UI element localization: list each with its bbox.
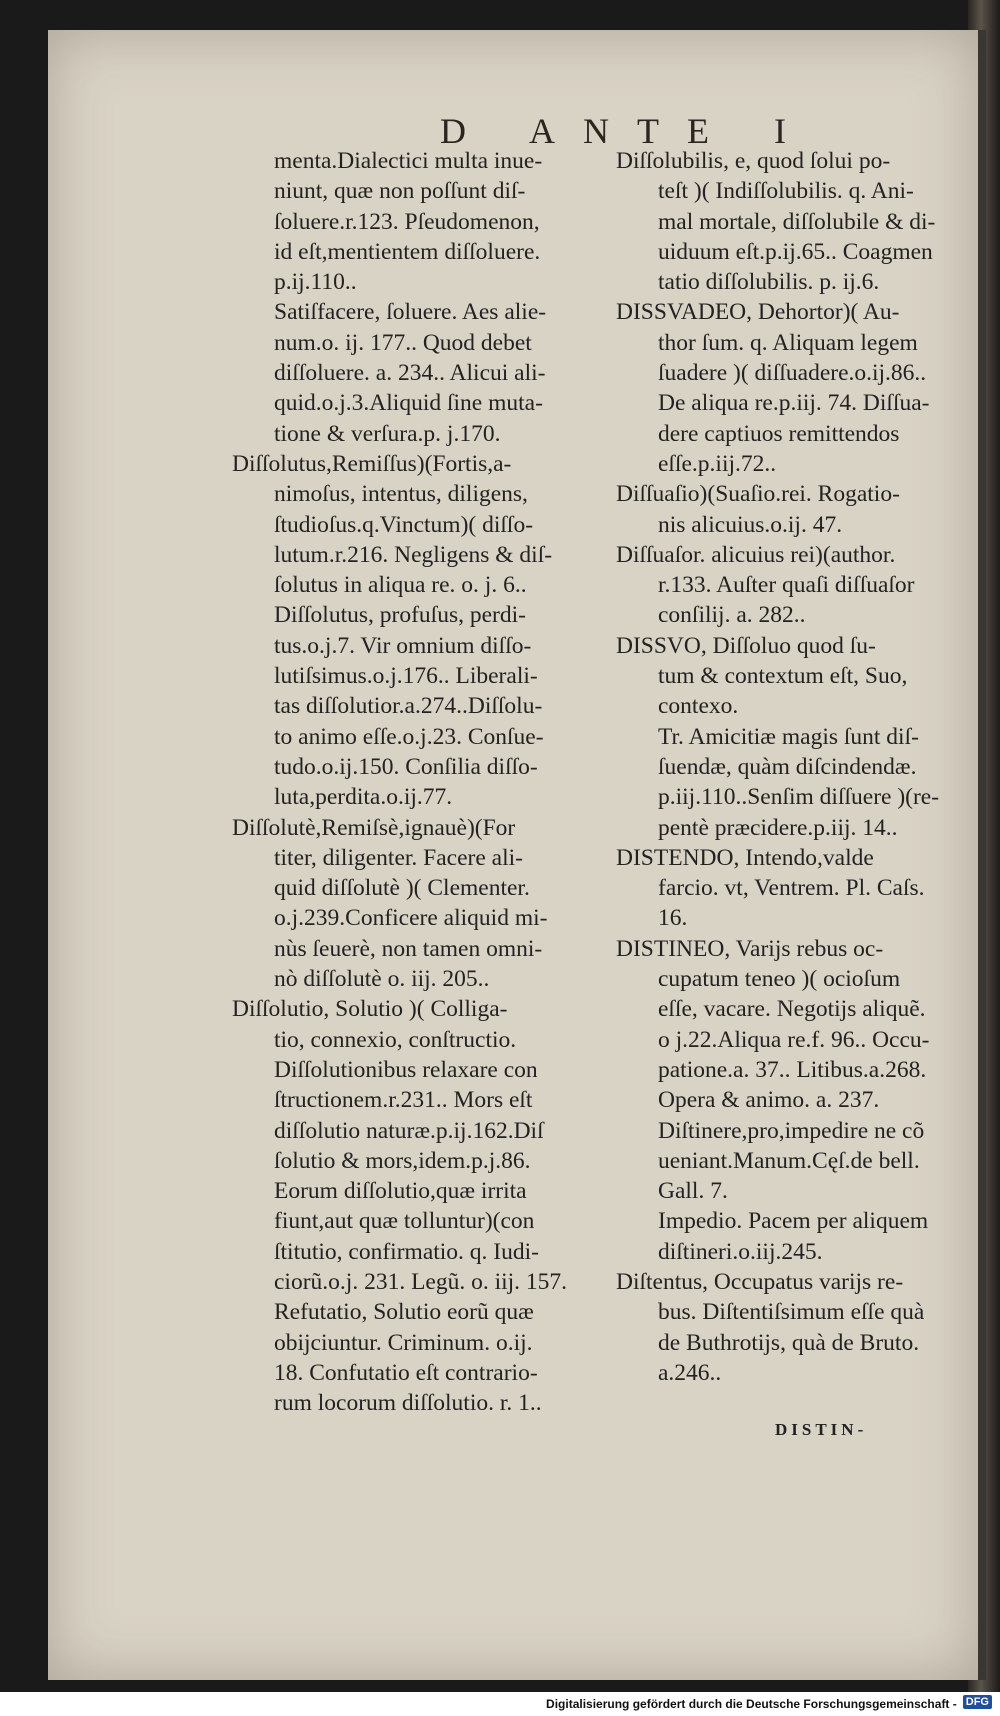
text-line: diſtineri.o.iij.245. <box>658 1238 823 1265</box>
digitization-footer <box>0 1692 1000 1716</box>
text-line: a.246.. <box>658 1359 722 1386</box>
text-line: titer, diligenter. Facere ali- <box>274 844 523 871</box>
text-line: luta,perdita.o.ij.77. <box>274 784 453 811</box>
text-line: pentè præcidere.p.iij. 14.. <box>658 814 898 841</box>
text-line: Diſtinere,pro,impedire ne cõ <box>658 1117 925 1144</box>
text-line: farcio. vt, Ventrem. Pl. Caſs. <box>658 875 925 902</box>
text-line: lutum.r.216. Negligens & diſ- <box>274 541 553 568</box>
text-line: thor ſum. q. Aliquam legem <box>658 329 918 356</box>
text-line: contexo. <box>658 693 739 720</box>
text-line: De aliqua re.p.iij. 74. Diſſua- <box>658 390 930 417</box>
text-line: ſuendæ, quàm diſcindendæ. <box>658 753 917 780</box>
text-line: obijciuntur. Criminum. o.ij. <box>274 1329 533 1356</box>
text-line: tio, connexio, conſtructio. <box>274 1026 517 1053</box>
text-line: tum & contextum eſt, Suo, <box>658 663 908 690</box>
text-line: tatio diſſolubilis. p. ij.6. <box>658 269 880 296</box>
text-line: Gall. 7. <box>658 1178 728 1205</box>
text-line: num.o. ij. 177.. Quod debet <box>274 329 532 356</box>
text-line: DISTENDO, Intendo,valde <box>616 844 874 871</box>
text-line: patione.a. 37.. Litibus.a.268. <box>658 1056 927 1083</box>
text-line: tas diſſolutior.a.274..Diſſolu- <box>274 693 543 720</box>
right-column <box>616 146 976 1388</box>
text-line: conſilij. a. 282.. <box>658 602 806 629</box>
text-line: Diſſuaſor. alicuius rei)(author. <box>616 541 896 568</box>
text-line: DISSVO, Diſſoluo quod ſu- <box>616 632 876 659</box>
footer-text: Digitalisierung gefördert durch die Deutsche Forschungsgemeinschaft - <box>546 1697 957 1711</box>
text-line: ſuadere )( diſſuadere.o.ij.86.. <box>658 360 927 387</box>
text-line: p.iij.110..Senſim diſſuere )(re- <box>658 784 940 811</box>
text-line: niunt, quæ non poſſunt diſ- <box>274 178 526 205</box>
text-line: Diſſolutionibus relaxare con <box>274 1056 538 1083</box>
text-line: de Buthrotijs, quà de Bruto. <box>658 1329 920 1356</box>
text-line: Diſſolutus, profuſus, perdi- <box>274 602 526 629</box>
running-head: D ANTE I <box>440 111 814 151</box>
text-line: Refutatio, Solutio eorũ quæ <box>274 1299 534 1326</box>
text-line: bus. Diſtentiſsimum eſſe quà <box>658 1299 925 1326</box>
text-line: quid diſſolutè )( Clementer. <box>274 875 530 902</box>
text-line: ſtudioſus.q.Vinctum)( diſſo- <box>274 511 534 538</box>
text-line: nis alicuius.o.ij. 47. <box>658 511 843 538</box>
text-line: Diſſolutio, Solutio )( Colliga- <box>232 996 508 1023</box>
text-line: Diſſuaſio)(Suaſio.rei. Rogatio- <box>616 481 900 508</box>
text-line: ſoluere.r.123. Pſeudomenon, <box>274 208 540 235</box>
text-line: menta.Dialectici multa inue- <box>274 148 543 174</box>
text-line: p.ij.110.. <box>274 269 357 296</box>
text-line: eſſe, vacare. Negotijs aliquẽ. <box>658 996 926 1023</box>
text-line: nò diſſolutè o. iij. 205.. <box>274 966 490 993</box>
text-line: ſolutio & mors,idem.p.j.86. <box>274 1147 531 1174</box>
text-line: Impedio. Pacem per aliquem <box>658 1208 929 1235</box>
text-line: quid.o.j.3.Aliquid ſine muta- <box>274 390 543 417</box>
text-line: Tr. Amicitiæ magis ſunt diſ- <box>658 723 919 750</box>
text-line: Diſſolutè,Remiſsè,ignauè)(For <box>232 814 516 841</box>
text-line: ſtructionem.r.231.. Mors eſt <box>274 1087 533 1114</box>
text-line: tione & verſura.p. j.170. <box>274 420 501 447</box>
text-line: DISTINEO, Varijs rebus oc- <box>616 935 884 962</box>
text-line: dere captiuos remittendos <box>658 420 900 447</box>
text-line: ueniant.Manum.Cęſ.de bell. <box>658 1147 920 1174</box>
text-line: Opera & animo. a. 237. <box>658 1087 880 1114</box>
text-line: diſſoluere. a. 234.. Alicui ali- <box>274 360 546 387</box>
text-line: mal mortale, diſſolubile & di- <box>658 208 936 235</box>
text-line: to animo eſſe.o.j.23. Conſue- <box>274 723 544 750</box>
text-line: cupatum teneo )( ocioſum <box>658 966 901 993</box>
text-line: o.j.239.Conficere aliquid mi- <box>274 905 548 932</box>
text-line: fiunt,aut quæ tolluntur)(con <box>274 1208 535 1235</box>
text-line: Satiſfacere, ſoluere. Aes alie- <box>274 299 547 326</box>
text-line: nimoſus, intentus, diligens, <box>274 481 528 508</box>
dfg-logo: DFG <box>963 1695 992 1709</box>
text-line: Eorum diſſolutio,quæ irrita <box>274 1178 527 1205</box>
text-line: id eſt,mentientem diſſoluere. <box>274 238 541 265</box>
text-line: uiduum eſt.p.ij.65.. Coagmen <box>658 238 933 265</box>
left-column <box>232 146 604 1418</box>
text-line: r.133. Auſter quaſi diſſuaſor <box>658 572 915 599</box>
text-line: ciorũ.o.j. 231. Legũ. o. iij. 157. <box>274 1268 568 1295</box>
text-line: Diſſolutus,Remiſſus)(Fortis,a- <box>232 450 512 477</box>
text-line: 16. <box>658 905 688 932</box>
text-line: teſt )( Indiſſolubilis. q. Ani- <box>658 178 914 205</box>
text-line: Diſſolubilis, e, quod ſolui po- <box>616 148 891 174</box>
text-line: eſſe.p.iij.72.. <box>658 450 777 477</box>
text-line: 18. Confutatio eſt contrario- <box>274 1359 538 1386</box>
text-line: tudo.o.ij.150. Conſilia diſſo- <box>274 753 538 780</box>
text-line: DISSVADEO, Dehortor)( Au- <box>616 299 900 326</box>
text-line: ſolutus in aliqua re. o. j. 6.. <box>274 572 527 599</box>
text-line: lutiſsimus.o.j.176.. Liberali- <box>274 663 538 690</box>
text-line: o j.22.Aliqua re.f. 96.. Occu- <box>658 1026 930 1053</box>
text-line: Diſtentus, Occupatus varijs re- <box>616 1268 904 1295</box>
text-line: ſtitutio, confirmatio. q. Iudi- <box>274 1238 539 1265</box>
text-line: diſſolutio naturæ.p.ij.162.Diſ <box>274 1117 544 1144</box>
text-line: tus.o.j.7. Vir omnium diſſo- <box>274 632 532 659</box>
text-line: nùs ſeuerè, non tamen omni- <box>274 935 543 962</box>
catchword: DISTIN- <box>775 1420 868 1439</box>
text-line: rum locorum diſſolutio. r. 1.. <box>274 1390 542 1417</box>
